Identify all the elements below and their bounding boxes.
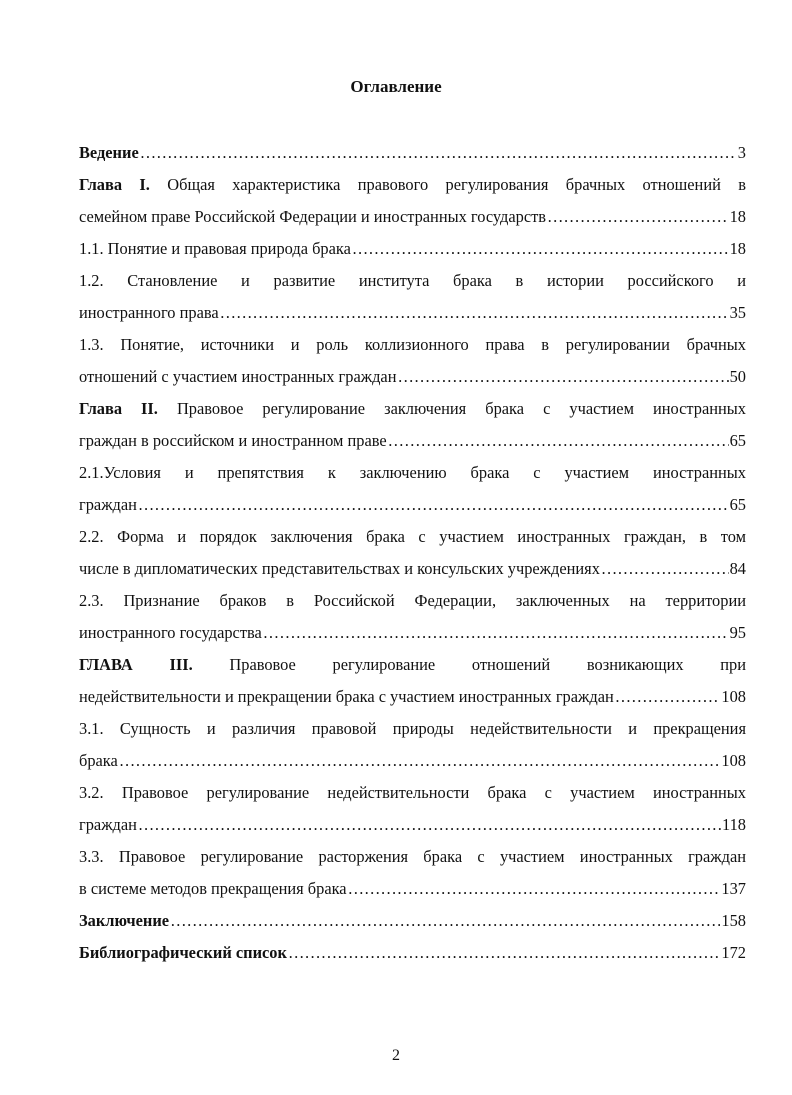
toc-entry-title-cont: граждан: [79, 495, 137, 514]
toc-page-number: 65: [729, 431, 746, 450]
dot-leader: [138, 809, 721, 841]
dot-leader: [601, 553, 729, 585]
toc-entry-3-1-cont[interactable]: [79, 745, 746, 777]
toc-entry-title: 3.2. Правовое регулирование недействительности брака с участием иностранных: [79, 783, 746, 802]
toc-page-number: 18: [729, 239, 746, 258]
toc-entry-title: Ведение: [79, 143, 139, 162]
toc-entry-title: 1.3. Понятие, источники и роль коллизионного права в регулировании брачных: [79, 335, 746, 354]
toc-entry-2-3[interactable]: [79, 585, 746, 617]
toc-page-number: 118: [722, 815, 746, 834]
toc-entry-1-2[interactable]: [79, 265, 746, 297]
toc-page-number: 137: [721, 879, 746, 898]
page-title: Оглавление: [350, 77, 442, 96]
toc-entry-conclusion[interactable]: [79, 905, 746, 937]
toc-entry-3-3-cont[interactable]: [79, 873, 746, 905]
toc-page-number: 95: [729, 623, 746, 642]
toc-entry-title: 2.3. Признание браков в Российской Федерации, заключенных на территории: [79, 591, 746, 610]
toc-entry-title: Общая характеристика правового регулирования брачных отношений в: [167, 175, 746, 194]
toc-entry-3-1[interactable]: [79, 713, 746, 745]
toc-page-number: 65: [729, 495, 746, 514]
toc-entry-title: 1.2. Становление и развитие института брака в истории российского и: [79, 271, 746, 290]
toc-page-number: 18: [729, 207, 746, 226]
toc-entry-title: Правовое регулирование заключения брака с участием иностранных: [176, 399, 746, 418]
toc-entry-1-3[interactable]: [79, 329, 746, 361]
toc-entry-title-cont: отношений с участием иностранных граждан: [79, 367, 397, 386]
dot-leader: [348, 873, 721, 905]
toc-page-number: 172: [721, 943, 746, 962]
toc-page-number: 50: [729, 367, 746, 386]
chapter-label: Глава II.: [79, 399, 158, 418]
dot-leader: [138, 489, 729, 521]
toc-entry-chapter-3[interactable]: [79, 649, 746, 681]
toc-entry-title: 2.1.Условия и препятствия к заключению брака с участием иностранных: [79, 463, 746, 482]
toc-entry-introduction[interactable]: [79, 137, 746, 169]
toc-page-number: 3: [737, 143, 746, 162]
toc-page-number: 158: [721, 911, 746, 930]
toc-entry-title: Заключение: [79, 911, 170, 930]
toc-entry-title-cont: брака: [79, 751, 118, 770]
toc-entry-3-2-cont[interactable]: [79, 809, 746, 841]
toc-page-number: 108: [721, 687, 746, 706]
toc-entry-bibliography[interactable]: [79, 937, 746, 969]
dot-leader: [263, 617, 729, 649]
toc-page-number: 84: [729, 559, 746, 578]
toc-entry-2-2-cont[interactable]: [79, 553, 746, 585]
toc-entry-2-1-cont[interactable]: [79, 489, 746, 521]
toc-entry-title-cont: иностранного права: [79, 303, 219, 322]
dot-leader: [547, 201, 729, 233]
chapter-label: ГЛАВА III.: [79, 655, 193, 674]
dot-leader: [220, 297, 729, 329]
toc-entry-title-cont: в системе методов прекращения брака: [79, 879, 347, 898]
toc-entry-3-3[interactable]: [79, 841, 746, 873]
toc-entry-title: Правовое регулирование отношений возникающих при: [229, 655, 746, 674]
chapter-label: Глава I.: [79, 175, 150, 194]
dot-leader: [140, 137, 737, 169]
toc-entry-title-cont: граждан в российском и иностранном праве: [79, 431, 387, 450]
dot-leader: [388, 425, 729, 457]
toc-entry-title-cont: иностранного государства: [79, 623, 262, 642]
toc-entry-chapter-1-cont[interactable]: [79, 201, 746, 233]
toc-entry-3-2[interactable]: [79, 777, 746, 809]
table-of-contents: [79, 137, 746, 969]
toc-entry-2-3-cont[interactable]: [79, 617, 746, 649]
toc-entry-chapter-3-cont[interactable]: [79, 681, 746, 713]
toc-entry-2-1[interactable]: [79, 457, 746, 489]
toc-entry-1-1[interactable]: [79, 233, 746, 265]
toc-entry-title: 2.2. Форма и порядок заключения брака с участием иностранных граждан, в том: [79, 527, 746, 546]
page-number: 2: [392, 1047, 400, 1064]
toc-entry-chapter-1[interactable]: [79, 169, 746, 201]
dot-leader: [119, 745, 721, 777]
toc-entry-title: 3.3. Правовое регулирование расторжения брака с участием иностранных граждан: [79, 847, 746, 866]
toc-page-number: 35: [729, 303, 746, 322]
toc-entry-title-cont: граждан: [79, 815, 137, 834]
toc-page-number: 108: [721, 751, 746, 770]
toc-entry-2-2[interactable]: [79, 521, 746, 553]
dot-leader: [397, 361, 728, 393]
toc-entry-title: 3.1. Сущность и различия правовой природы недействительности и прекращения: [79, 719, 746, 738]
toc-entry-1-2-cont[interactable]: [79, 297, 746, 329]
toc-entry-title-cont: семейном праве Российской Федерации и иностранных государств: [79, 207, 547, 226]
dot-leader: [352, 233, 729, 265]
toc-entry-title: Библиографический список: [79, 943, 287, 962]
toc-entry-title-cont: числе в дипломатических представительствах и консульских учреждениях: [79, 559, 600, 578]
toc-entry-title-cont: недействительности и прекращении брака с участием иностранных граждан: [79, 687, 614, 706]
toc-entry-1-3-cont[interactable]: [79, 361, 746, 393]
toc-entry-title: 1.1. Понятие и правовая природа брака: [79, 239, 351, 258]
toc-entry-chapter-2-cont[interactable]: [79, 425, 746, 457]
dot-leader: [288, 937, 720, 969]
toc-entry-chapter-2[interactable]: [79, 393, 746, 425]
dot-leader: [615, 681, 721, 713]
dot-leader: [170, 905, 720, 937]
